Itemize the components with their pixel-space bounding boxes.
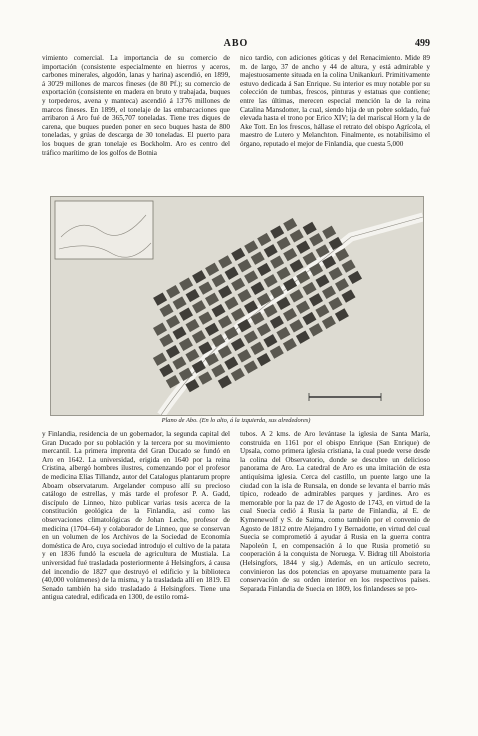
- paragraph: nico tardío, con adiciones góticas y del Renacimiento. Mide 89 m. de largo, 37 de ancho y 44 de altura, y está admirable y majestuosamente situada en la colina Unikankuri. Primitivamente estuvo dedicada á San Enrique. Su interior es muy notable por su colección de tumbas, frescos, pinturas y estatuas que contiene; entre las últimas, merecen especial mención la de la reina Catalina Mansdotter, la cual, siendo hija de un pobre soldado, fué elevada hasta el trono por Erico XIV; la del mariscal Horn y la de Ake Tott. En los frescos, hállase el retrato del obispo Agrícola, el maestro de Lutero y Melanchton. Finalmente, es notabilísimo el órgano, reputado el mejor de Finlandia, que cuesta 5,000: [240, 54, 430, 148]
- running-title: ABO: [223, 38, 249, 49]
- paragraph: vimiento comercial. La importancia de su comercio de importación (consistente especialmente en hierros y aceros, carbones minerales, algodón, lanas y harina) ascendió, en 1899, á 30'29 millones de marcos fineses (de 80 Pf.); su comercio de exportación (consistente en madera en bruto y trabajada, buques y torpederos, avena y manteca) ascendió á 13'76 millones de marcos fineses. En 1899, el tonelaje de las embarcaciones que arribaron á Aro fué de 365,707 toneladas. Tiene tres diques de carena, que buques pueden poner en seco buques hasta de 800 toneladas, y grúas de descarga de 30 toneladas. El puerto para los buques de gran tonelaje es Bockholm. Aro es centro del tráfico marítimo de los golfos de Botnia: [42, 54, 230, 157]
- running-header: [42, 38, 430, 52]
- paragraph: tubos. A 2 kms. de Aro levántase la iglesia de Santa María, construida en 1161 por el obispo Enrique (San Enrique) de Upsala, como primera iglesia cristiana, la cual puede verse desde la colina del Observatorio, donde se descubre un delicioso panorama de Aro. La catedral de Aro es una imitación de esta antiquísima iglesia. Cerca del castillo, un puente largo une la ciudad con la isla de Runsala, en donde se levanta el barrio más típico, rodeado de admirables parques y jardines. Aro es memorable por la paz de 17 de Agosto de 1743, en virtud de la cual Suecia cedió á Rusia la parte de Finlandia, al E. de Kymenewolf y S. de Saima, como también por el convenio de Agosto de 1812 entre Alejandro I y Bernadotte, en virtud del cual Suecia se comprometió á ayudar á Rusia en la guerra contra Napoleón I, en compensación á lo que Rusia prometió su cooperación á la conquista de Noruega. V. Bidrag till Aboistoria (Helsingfors, 1844 y sig.) Además, en un artículo secreto, convinieron las dos potencias en apoyarse mutuamente para la conservación de su orden interior en los respectivos países. Separada Finlandia de Suecia en 1809, los finlandeses se pro-: [240, 430, 430, 593]
- city-map-illustration: [51, 197, 423, 415]
- city-map-figure: [50, 196, 424, 416]
- column-bottom-right: [240, 430, 430, 678]
- figure-caption: Plano de Abo. (En lo alto, á la izquierda, sus alrededores): [161, 417, 311, 424]
- page-number: 499: [415, 38, 430, 49]
- column-top-right: [240, 54, 430, 194]
- column-bottom-left: [42, 430, 230, 678]
- paragraph: y Finlandia, residencia de un gobernador, la segunda capital del Gran Ducado por su población y la tercera por su movimiento mercantil. La primera imprenta del Gran Ducado se fundó en Aro en 1642. La universidad, erigida en 1640 por la reina Cristina, albergó hombres ilustres, comenzando por el profesor de medicina Elías Tillandz, autor del Catalogus plantarum propre Aboam observatarum. Argelander compuso allí su precioso catálogo de estrellas, y más tarde el profesor P. A. Gadd, discípulo de Linneo, hizo publicar varias tesis acerca de la constitución geológica de la Finlandia, así como las observaciones climatológicas de Johan Leche, profesor de medicina (1704–64) y colaborador de Linneo, que se conservan en un volumen de los Archivos de la Sociedad de Economía doméstica de Aro, cuya sociedad introdujo el cultivo de la patata y en 1836 fundó la escuela de agricultura de Mustiala. La universidad fué trasladada posteriormente á Helsingfors, á causa del incendio de 1827 que destruyó el edificio y la biblioteca (40,000 volúmenes) de la misma, y la trasladada allí en 1819. El Senado también ha sido trasladado á Helsingfors. Tiene una antigua catedral, edificada en 1300, de estilo romá-: [42, 430, 230, 602]
- column-top-left: [42, 54, 230, 194]
